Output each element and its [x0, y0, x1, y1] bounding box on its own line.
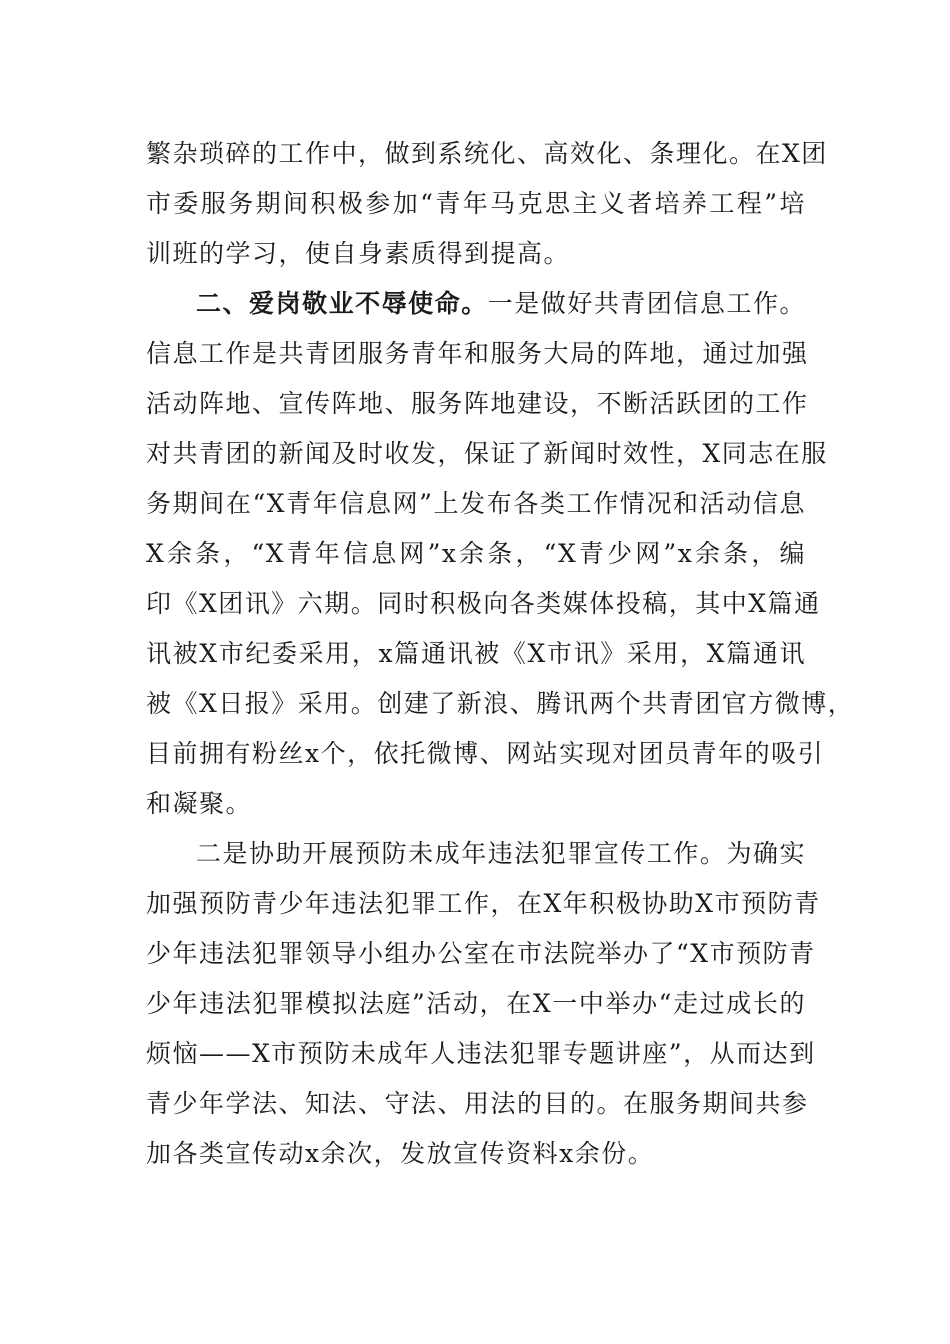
paragraph-1-line-2: 市委服务期间积极参加“青年马克思主义者培养工程”培	[146, 189, 806, 218]
paragraph-2-line-1	[196, 284, 806, 324]
paragraph-2-line-7: 印《X团讯》六期。同时积极向各类媒体投稿，其中X篇通	[146, 589, 821, 618]
paragraph-3-line-7: 加各类宣传动x余次，发放宣传资料x余份。	[146, 1139, 655, 1168]
paragraph-2-line-2: 信息工作是共青团服务青年和服务大局的阵地，通过加强	[146, 339, 809, 368]
paragraph-3-line-5: 烦恼——X市预防未成年人违法犯罪专题讲座”，从而达到	[146, 1039, 816, 1068]
paragraph-2-line-8: 讯被X市纪委采用，x篇通讯被《X市讯》采用，X篇通讯	[146, 639, 806, 668]
paragraph-1-line-1: 繁杂琐碎的工作中，做到系统化、高效化、条理化。在X团	[146, 139, 828, 168]
paragraph-2-line-1-text: 一是做好共青团信息工作。	[487, 289, 806, 318]
paragraph-2-line-3: 活动阵地、宣传阵地、服务阵地建设，不断活跃团的工作	[146, 389, 809, 418]
paragraph-2-line-6: X余条，“X青年信息网”x余条，“X青少网”x余条，编	[146, 539, 806, 568]
paragraph-2-line-9: 被《X日报》采用。创建了新浪、腾讯两个共青团官方微博，	[146, 689, 855, 718]
paragraph-3-line-4: 少年违法犯罪模拟法庭”活动，在X一中举办“走过成长的	[146, 989, 806, 1018]
paragraph-2-line-4: 对共青团的新闻及时收发，保证了新闻时效性，X同志在服	[146, 439, 828, 468]
section-heading: 二、爱岗敬业不辱使命。	[196, 289, 488, 318]
paragraph-3-line-3: 少年违法犯罪领导小组办公室在市法院举办了“X市预防青	[146, 939, 816, 968]
paragraph-3-line-6: 青少年学法、知法、守法、用法的目的。在服务期间共参	[146, 1089, 809, 1118]
paragraph-2-line-10: 目前拥有粉丝x个，依托微博、网站实现对团员青年的吸引	[146, 739, 825, 768]
paragraph-1-line-3: 训班的学习，使自身素质得到提高。	[146, 239, 571, 268]
paragraph-2-line-5: 务期间在“X青年信息网”上发布各类工作情况和活动信息	[146, 489, 806, 518]
paragraph-2-line-11: 和凝聚。	[146, 789, 253, 818]
paragraph-3-line-1: 二是协助开展预防未成年违法犯罪宣传工作。为确实	[196, 839, 806, 868]
paragraph-3-line-2: 加强预防青少年违法犯罪工作，在X年积极协助X市预防青	[146, 889, 821, 918]
